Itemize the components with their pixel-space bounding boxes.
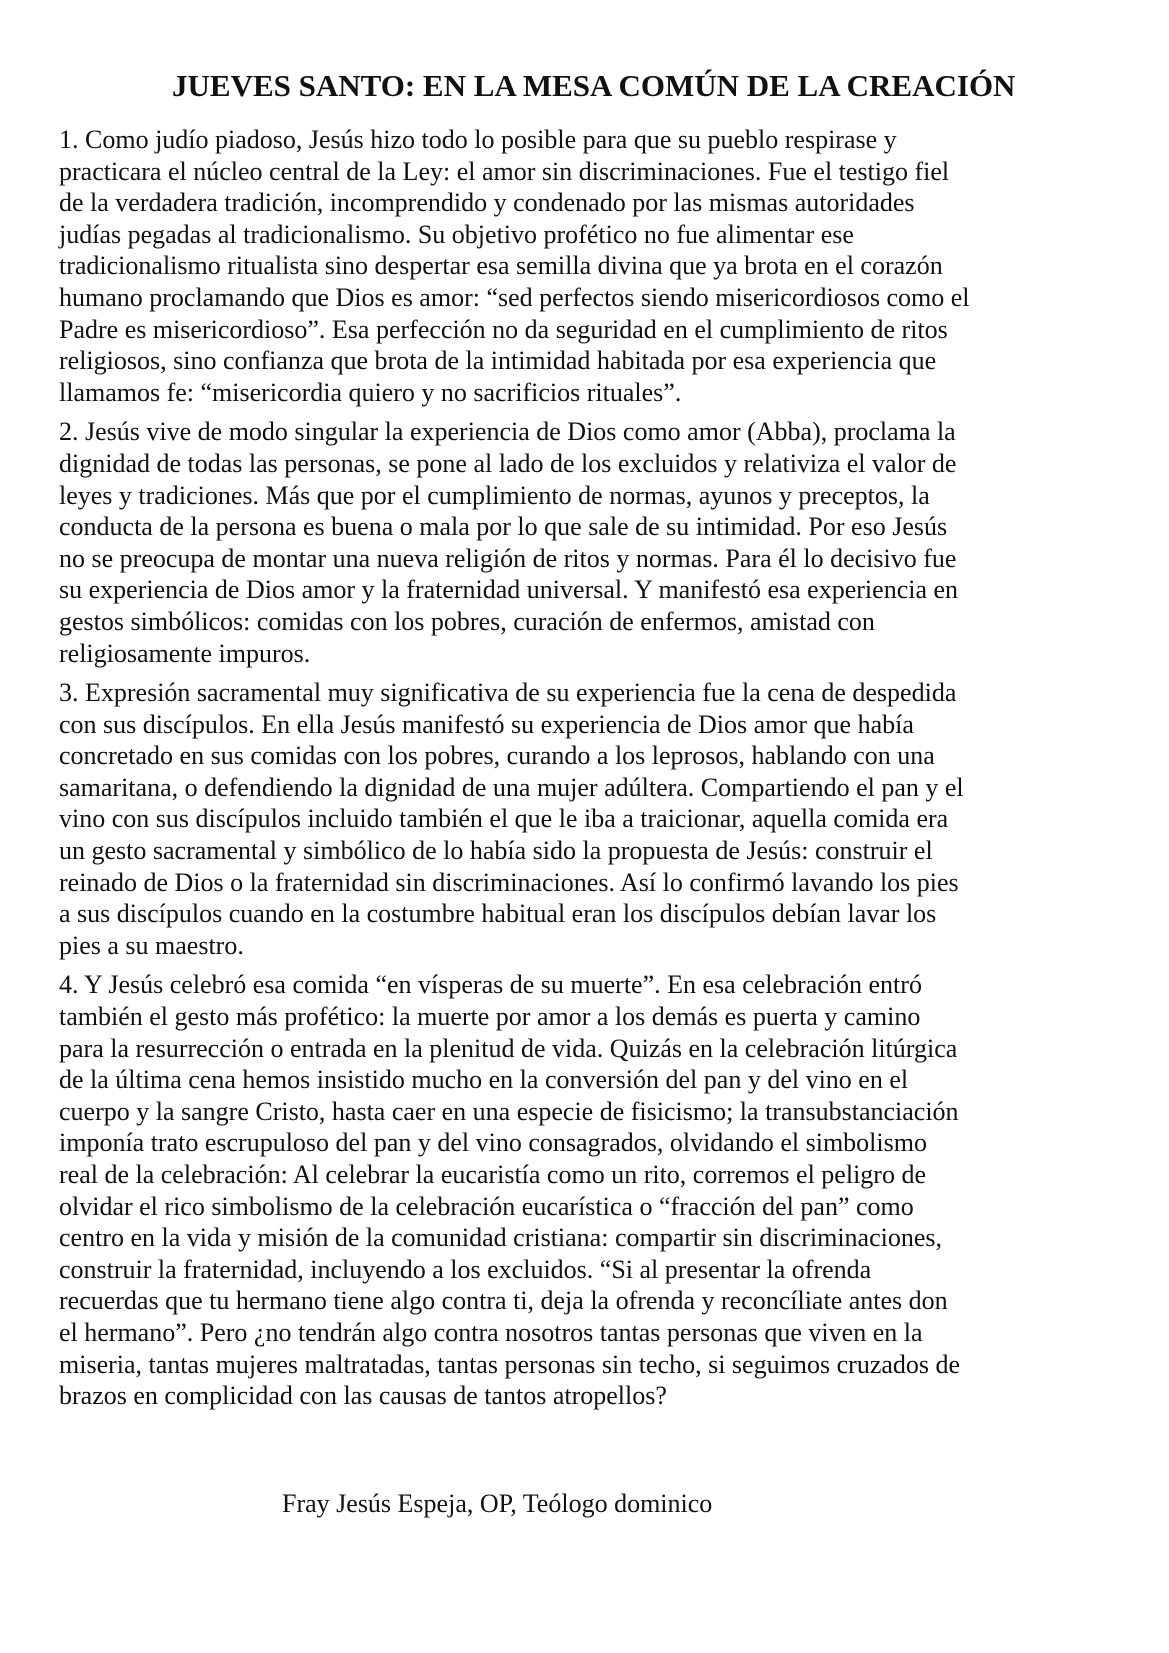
paragraph-3 bbox=[59, 677, 1141, 961]
paragraph-line: religiosamente impuros. bbox=[59, 638, 311, 668]
paragraph-1 bbox=[59, 124, 1141, 408]
paragraph-line: el hermano”. Pero ¿no tendrán algo contra nosotros tantas personas que viven en la bbox=[59, 1317, 923, 1347]
paragraph-line: 3. Expresión sacramental muy significativa de su experiencia fue la cena de despedida bbox=[59, 678, 957, 708]
paragraph-line: concretado en sus comidas con los pobres, curando a los leprosos, hablando con una bbox=[59, 741, 935, 771]
paragraph-line: un gesto sacramental y simbólico de lo había sido la propuesta de Jesús: construir el bbox=[59, 836, 933, 866]
paragraph-line: vino con sus discípulos incluido también el que le iba a traicionar, aquella comida era bbox=[59, 804, 949, 834]
paragraph-line: recuerdas que tu hermano tiene algo contra ti, deja la ofrenda y reconcíliate antes don bbox=[59, 1286, 948, 1316]
document-title: JUEVES SANTO: EN LA MESA COMÚN DE LA CREACIÓN bbox=[172, 68, 1016, 103]
paragraph-line: brazos en complicidad con las causas de tantos atropellos? bbox=[59, 1381, 667, 1411]
paragraph-line: humano proclamando que Dios es amor: “sed perfectos siendo misericordiosos como el bbox=[59, 282, 970, 312]
paragraph-line: gestos simbólicos: comidas con los pobres, curación de enfermos, amistad con bbox=[59, 606, 875, 636]
paragraph-line: para la resurrección o entrada en la plenitud de vida. Quizás en la celebración litúrgica bbox=[59, 1033, 958, 1063]
document-body bbox=[59, 124, 1141, 1420]
paragraph-line: de la última cena hemos insistido mucho en la conversión del pan y del vino en el bbox=[59, 1065, 909, 1095]
paragraph-line: de la verdadera tradición, incomprendido y condenado por las mismas autoridades bbox=[59, 188, 915, 218]
paragraph-line: a sus discípulos cuando en la costumbre habitual eran los discípulos debían lavar los bbox=[59, 899, 937, 929]
paragraph-line: no se preocupa de montar una nueva religión de ritos y normas. Para él lo decisivo fue bbox=[59, 543, 957, 573]
paragraph-line: 4. Y Jesús celebró esa comida “en vísperas de su muerte”. En esa celebración entró bbox=[59, 970, 922, 1000]
paragraph-line: judías pegadas al tradicionalismo. Su objetivo profético no fue alimentar ese bbox=[59, 219, 854, 249]
paragraph-line: Padre es misericordioso”. Esa perfección no da seguridad en el cumplimiento de ritos bbox=[59, 314, 948, 344]
paragraph-2 bbox=[59, 416, 1141, 669]
paragraph-line: también el gesto más profético: la muerte por amor a los demás es puerta y camino bbox=[59, 1002, 921, 1032]
paragraph-line: llamamos fe: “misericordia quiero y no sacrificios rituales”. bbox=[59, 377, 682, 407]
paragraph-line: imponía trato escrupuloso del pan y del vino consagrados, olvidando el simbolismo bbox=[59, 1128, 927, 1158]
paragraph-line: cuerpo y la sangre Cristo, hasta caer en una especie de fisicismo; la transubstanciación bbox=[59, 1096, 959, 1126]
paragraph-line: con sus discípulos. En ella Jesús manifestó su experiencia de Dios amor que había bbox=[59, 709, 914, 739]
paragraph-line: religiosos, sino confianza que brota de la intimidad habitada por esa experiencia que bbox=[59, 346, 937, 376]
paragraph-line: construir la fraternidad, incluyendo a los excluidos. “Si al presentar la ofrenda bbox=[59, 1254, 872, 1284]
paragraph-line: pies a su maestro. bbox=[59, 930, 244, 960]
paragraph-line: olvidar el rico simbolismo de la celebración eucarística o “fracción del pan” como bbox=[59, 1191, 914, 1221]
paragraph-line: su experiencia de Dios amor y la fraternidad universal. Y manifestó esa experiencia en bbox=[59, 575, 959, 605]
paragraph-line: practicara el núcleo central de la Ley: el amor sin discriminaciones. Fue el testigo fiel bbox=[59, 156, 950, 186]
paragraph-line: tradicionalismo ritualista sino despertar esa semilla divina que ya brota en el corazón bbox=[59, 251, 943, 281]
author-signature: Fray Jesús Espeja, OP, Teólogo dominico bbox=[282, 1489, 713, 1518]
paragraph-line: miseria, tantas mujeres maltratadas, tantas personas sin techo, si seguimos cruzados de bbox=[59, 1349, 961, 1379]
paragraph-line: leyes y tradiciones. Más que por el cumplimiento de normas, ayunos y preceptos, la bbox=[59, 480, 930, 510]
paragraph-line: 2. Jesús vive de modo singular la experiencia de Dios como amor (Abba), proclama la bbox=[59, 417, 956, 447]
paragraph-line: centro en la vida y misión de la comunidad cristiana: compartir sin discriminaciones, bbox=[59, 1223, 943, 1253]
paragraph-line: conducta de la persona es buena o mala por lo que sale de su intimidad. Por eso Jesús bbox=[59, 512, 948, 542]
paragraph-line: samaritana, o defendiendo la dignidad de una mujer adúltera. Compartiendo el pan y el bbox=[59, 772, 964, 802]
paragraph-line: dignidad de todas las personas, se pone al lado de los excluidos y relativiza el valor de bbox=[59, 448, 957, 478]
paragraph-4 bbox=[59, 969, 1141, 1411]
paragraph-line: reinado de Dios o la fraternidad sin discriminaciones. Así lo confirmó lavando los pies bbox=[59, 867, 959, 897]
paragraph-line: real de la celebración: Al celebrar la eucaristía como un rito, corremos el peligro de bbox=[59, 1160, 926, 1189]
paragraph-line: 1. Como judío piadoso, Jesús hizo todo lo posible para que su pueblo respirase y bbox=[59, 125, 897, 154]
